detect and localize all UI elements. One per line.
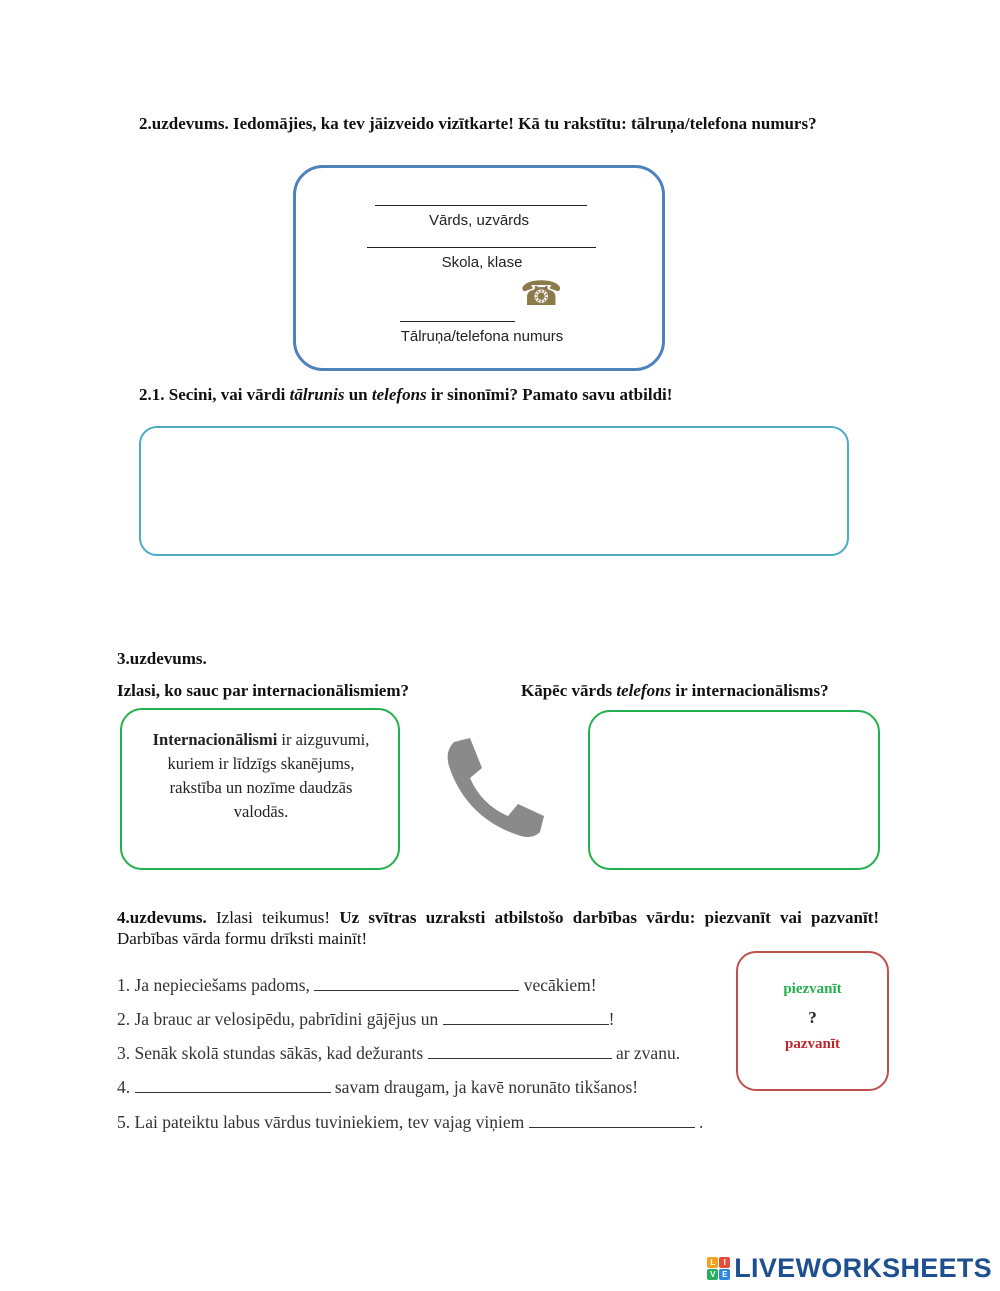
sentence-2-start: 2. Ja brauc ar velosipēdu, pabrīdini gājējus un (117, 1009, 443, 1029)
logo-tiles (707, 1257, 730, 1280)
sentence-4-end: savam draugam, ja kavē norunāto tikšanos! (330, 1077, 639, 1097)
task3-right-q-end: ir internacionālisms? (671, 681, 829, 700)
sentence-4 (117, 1076, 638, 1098)
name-line[interactable] (375, 205, 587, 206)
logo-tile: L (707, 1257, 718, 1268)
verb-options-box (736, 951, 889, 1091)
task21-label: 2.1. Secini, vai vārdi (139, 385, 290, 404)
definition-term: Internacionālismi (152, 730, 278, 749)
blank-5[interactable] (529, 1111, 695, 1128)
sentence-2-end: ! (608, 1009, 615, 1029)
sentence-1 (117, 974, 597, 996)
task2-heading (139, 113, 873, 134)
task3-right-q-start: Kāpēc vārds (521, 681, 617, 700)
name-label: Vārds, uzvārds (428, 212, 530, 229)
definition-rest: ir aizguvumi, kuriem ir līdzīgs skanējums, rakstība un nozīme daudzās valodās. (167, 730, 370, 821)
blank-1[interactable] (314, 974, 519, 991)
task2-text: Iedomājies, ka tev jāizveido vizītkarte! Kā tu rakstītu: tālruņa/telefona numurs? (232, 114, 817, 133)
definition-text (146, 728, 376, 824)
task3-right-q-word: telefons (616, 681, 672, 700)
question-mark: ? (808, 1008, 817, 1027)
task4-intro1: Izlasi teikumus! (206, 908, 340, 927)
phone-line[interactable] (400, 321, 515, 322)
logo-text: LIVEWORKSHEETS (734, 1252, 992, 1283)
sentence-3 (117, 1042, 680, 1064)
phone-label: Tālruņa/telefona numurs (400, 328, 564, 345)
sentence-5-end: . (694, 1112, 704, 1132)
blank-3[interactable] (428, 1042, 612, 1059)
school-line[interactable] (367, 247, 596, 248)
task4-heading (117, 907, 879, 949)
task21-mid: un (344, 385, 372, 404)
logo-tile: V (707, 1269, 718, 1280)
task3-right-question (521, 680, 829, 701)
task4-intro2: Darbības vārda formu drīksti mainīt! (117, 929, 368, 948)
sentence-1-end: vecākiem! (519, 975, 597, 995)
task21-heading (139, 384, 672, 405)
sentence-5-start: 5. Lai pateiktu labus vārdus tuviniekiem, tev vajag viņiem (117, 1112, 529, 1132)
business-card (293, 165, 665, 371)
telephone-icon: ☎ (520, 274, 563, 314)
task4-intro-bold: Uz svītras uzraksti atbilstošo darbības vārdu: piezvanīt vai pazvanīt! (339, 908, 879, 927)
task3-answer-box[interactable] (588, 710, 880, 870)
sentence-1-start: 1. Ja nepieciešams padoms, (117, 975, 315, 995)
task21-word1: tālrunis (289, 385, 345, 404)
sentence-2 (117, 1008, 614, 1030)
school-label: Skola, klase (441, 254, 523, 271)
verb-option-pazvanit: pazvanīt (784, 1036, 840, 1052)
blank-4[interactable] (135, 1076, 331, 1093)
task3-label: 3.uzdevums. (117, 649, 207, 668)
sentence-3-end: ar zvanu. (611, 1043, 681, 1063)
task4-label: 4.uzdevums. (117, 908, 207, 927)
task2-label: 2.uzdevums. (139, 114, 229, 133)
definition-box (120, 708, 400, 870)
logo-tile: E (719, 1269, 730, 1280)
task3-left-question: Izlasi, ko sauc par internacionālismiem? (117, 681, 409, 700)
task21-end: ir sinonīmi? Pamato savu atbildi! (426, 385, 673, 404)
liveworksheets-logo (707, 1253, 992, 1283)
sentence-4-start: 4. (117, 1077, 135, 1097)
logo-tile: I (719, 1257, 730, 1268)
task21-word2: telefons (371, 385, 427, 404)
phone-handset-icon (444, 738, 548, 838)
task21-answer-box[interactable] (139, 426, 849, 556)
sentence-3-start: 3. Senāk skolā stundas sākās, kad dežurants (117, 1043, 428, 1063)
sentence-5 (117, 1111, 703, 1133)
blank-2[interactable] (443, 1008, 609, 1025)
verb-option-piezvanit: piezvanīt (783, 981, 842, 997)
